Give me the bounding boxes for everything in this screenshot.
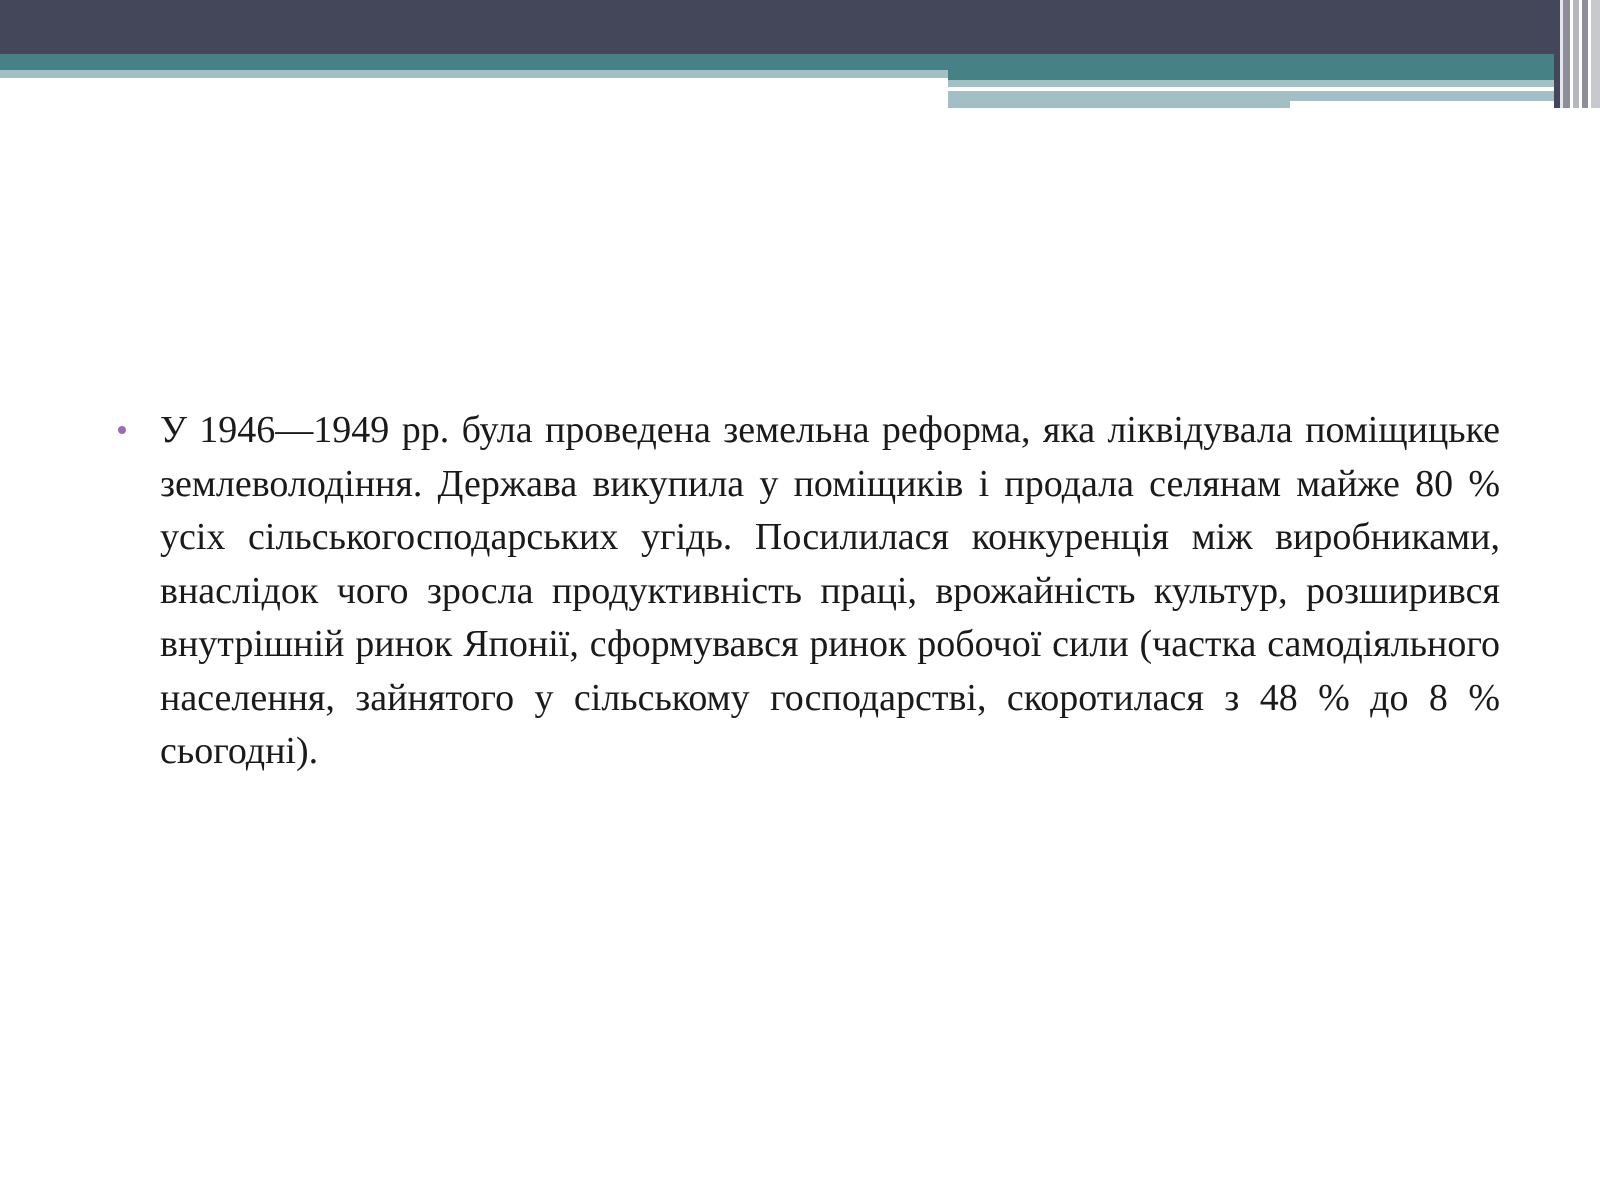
bullet-text: У 1946—1949 рр. була проведена земельна реформа, яка ліквідувала поміщицьке землеволодіння. Держава викупила у поміщиків і продала селянам майже 80 % усіх сільськогосподарських угідь. Посилилася конкуренція між виробниками, внаслідок чого зросла продуктивність праці, врожайність культур, розширився внутрішній ринок Японії, сформувався ринок робочої сили (частка самодіяльного населення, зайнятого у сільському господарстві, скоротилася з 48 % до 8 % сьогодні). (160, 409, 1500, 772)
header-bar-teal (0, 54, 1560, 70)
header-vertical-stripes (1554, 0, 1600, 108)
header-accent-gap (1290, 101, 1560, 108)
header-bar-teal-light (0, 70, 948, 78)
slide-body (112, 404, 1512, 779)
bullet-item (112, 404, 1512, 779)
header-accent-bar (948, 70, 1560, 80)
bullet-dot-icon (118, 426, 126, 434)
header-bar-dark (0, 0, 1600, 54)
header-accent-bar (948, 80, 1560, 87)
